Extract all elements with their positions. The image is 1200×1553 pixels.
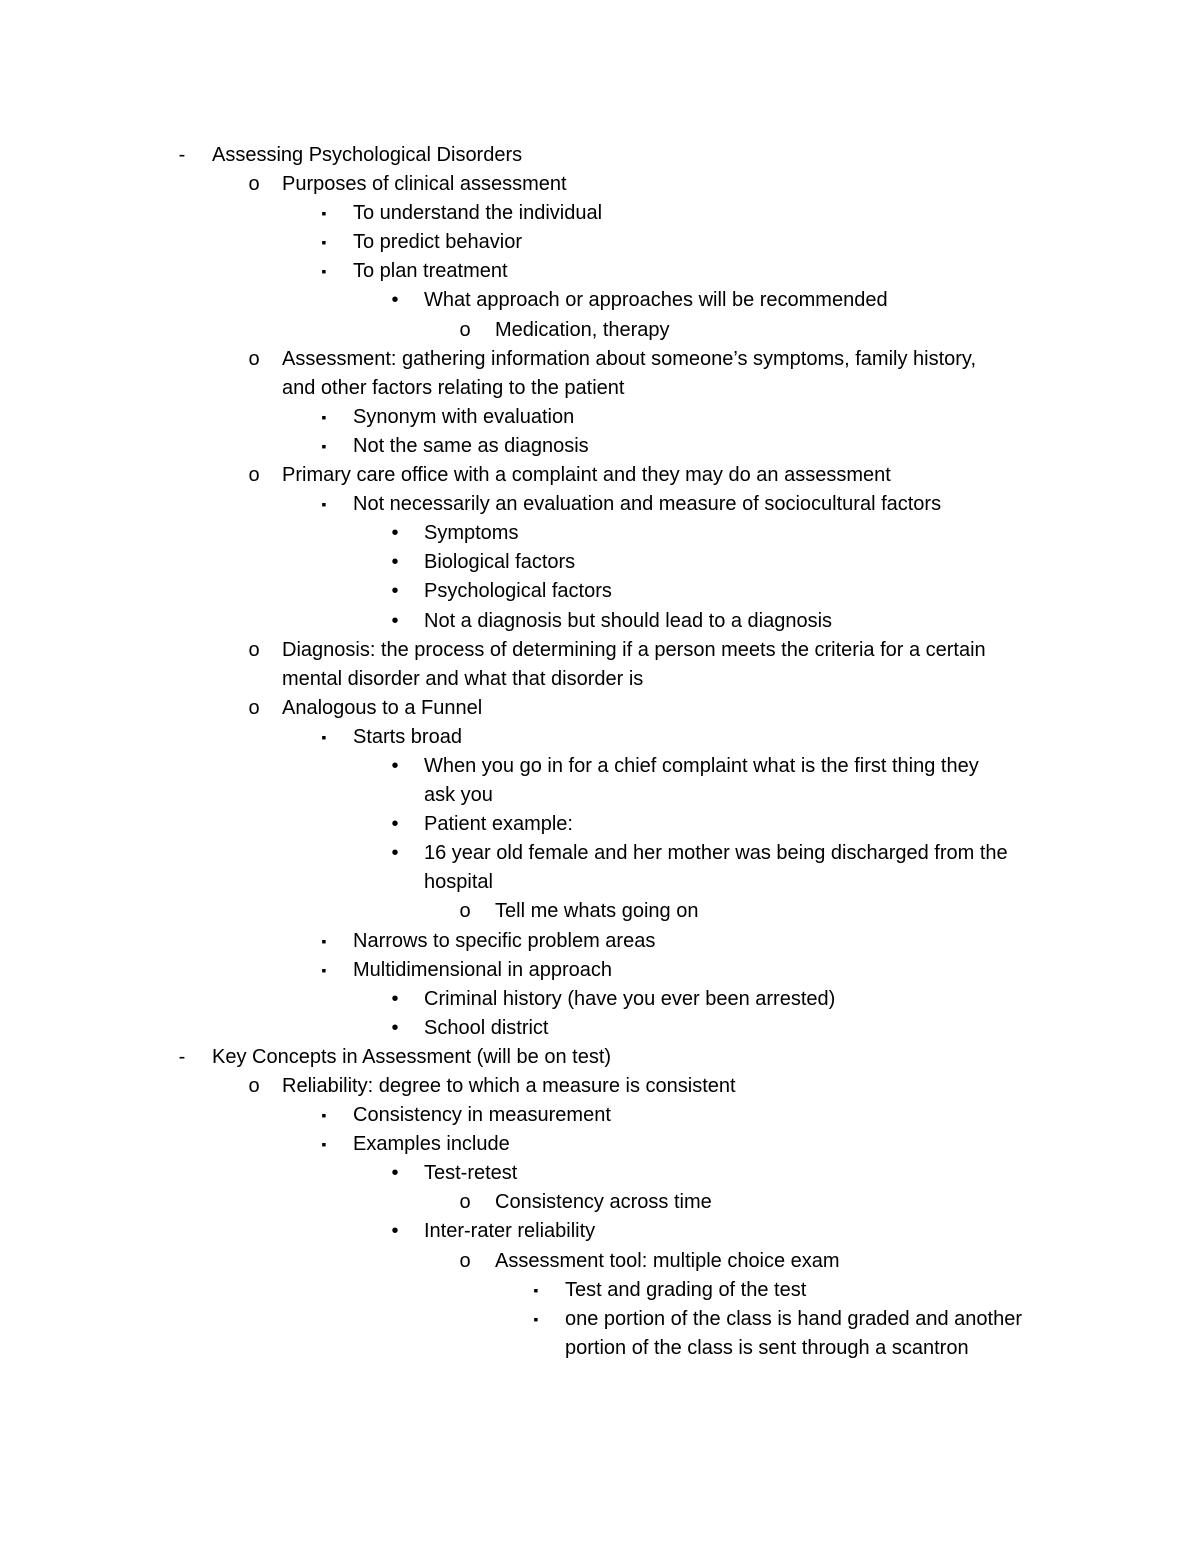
outline-item-level-3 — [0, 810, 1200, 839]
outline-item-level-2 — [0, 1101, 1200, 1130]
outline-item-level-3 — [0, 1159, 1200, 1188]
outline-text: Assessing Psychological Disorders — [212, 144, 523, 166]
bullet-marker: • — [391, 1162, 399, 1185]
bullet-marker: • — [391, 842, 399, 865]
outline-item-level-3 — [0, 1014, 1200, 1043]
bullet-marker: • — [391, 813, 399, 836]
outline-text: mental disorder and what that disorder is — [282, 667, 644, 690]
outline-text: one portion of the class is hand graded and another — [565, 1307, 1022, 1330]
outline-item-level-4 — [0, 316, 1200, 345]
document-page — [0, 141, 1200, 1363]
outline-item-level-2 — [0, 199, 1200, 228]
bullet-marker: ▪ — [321, 728, 327, 745]
outline-text: and other factors relating to the patient — [282, 376, 625, 399]
outline-item-level-3 — [0, 1217, 1200, 1246]
bullet-marker: ▪ — [321, 263, 327, 280]
bullet-marker: ▪ — [321, 205, 327, 222]
bullet-marker: ▪ — [321, 437, 327, 454]
bullet-marker: o — [459, 1191, 471, 1214]
outline-item-level-1 — [0, 1072, 1200, 1101]
outline-item-level-2 — [0, 723, 1200, 752]
bullet-marker: ▪ — [321, 496, 327, 513]
bullet-marker: - — [178, 144, 186, 166]
outline-item-level-5 — [0, 1305, 1200, 1334]
outline-text: hospital — [424, 871, 493, 894]
outline-item-level-3 — [0, 752, 1200, 781]
bullet-marker: ▪ — [321, 932, 327, 949]
bullet-marker: • — [391, 987, 399, 1010]
bullet-marker: • — [391, 551, 399, 574]
outline-text: Key Concepts in Assessment (will be on test) — [212, 1045, 612, 1068]
outline-text: Reliability: degree to which a measure is consistent — [282, 1075, 736, 1097]
bullet-marker: ▪ — [321, 1136, 327, 1153]
bullet-marker: ▪ — [533, 1310, 539, 1327]
outline-item-level-2 — [0, 927, 1200, 956]
bullet-marker: o — [248, 638, 260, 661]
outline-line-continuation — [0, 374, 1200, 403]
bullet-marker: ▪ — [321, 1107, 327, 1124]
outline-item-level-3 — [0, 985, 1200, 1014]
outline-text: Consistency across time — [495, 1191, 712, 1214]
outline-text: Analogous to a Funnel — [282, 696, 483, 719]
outline-text: To predict behavior — [353, 231, 522, 254]
outline-text: Assessment tool: multiple choice exam — [495, 1249, 840, 1272]
outline-item-level-3 — [0, 519, 1200, 548]
bullet-marker: ▪ — [533, 1281, 539, 1298]
outline-text: Psychological factors — [424, 580, 612, 603]
outline-text: To plan treatment — [353, 260, 508, 283]
outline-item-level-4 — [0, 897, 1200, 926]
outline-text: Inter-rater reliability — [424, 1220, 596, 1243]
bullet-marker: o — [248, 464, 260, 487]
bullet-marker: ▪ — [321, 408, 327, 425]
outline-text: Biological factors — [424, 551, 576, 574]
outline-text: Medication, therapy — [495, 318, 670, 341]
outline-item-level-1 — [0, 345, 1200, 374]
outline-item-level-1 — [0, 461, 1200, 490]
outline-item-level-3 — [0, 839, 1200, 868]
bullet-marker: o — [248, 1075, 260, 1097]
outline-text: Symptoms — [424, 522, 519, 545]
outline-line-continuation — [0, 868, 1200, 897]
bullet-marker: ▪ — [321, 961, 327, 978]
bullet-marker: • — [391, 522, 399, 545]
outline-item-level-1 — [0, 170, 1200, 199]
outline-text: Criminal history (have you ever been arrested) — [424, 987, 836, 1010]
outline-item-level-3 — [0, 607, 1200, 636]
bullet-marker: • — [391, 1016, 399, 1039]
bullet-marker: • — [391, 289, 399, 312]
outline-item-level-2 — [0, 403, 1200, 432]
outline-text: Multidimensional in approach — [353, 958, 613, 981]
outline-item-level-4 — [0, 1247, 1200, 1276]
outline-text: What approach or approaches will be recommended — [424, 289, 888, 312]
bullet-marker: • — [391, 580, 399, 603]
outline-text: Primary care office with a complaint and they may do an assessment — [282, 464, 891, 487]
outline-text: Patient example: — [424, 813, 573, 836]
bullet-marker: o — [459, 900, 471, 923]
bullet-marker: - — [178, 1045, 186, 1068]
outline-item-level-2 — [0, 228, 1200, 257]
bullet-marker: • — [391, 609, 399, 632]
bullet-marker: o — [248, 173, 260, 196]
outline-text: Not necessarily an evaluation and measure of sociocultural factors — [353, 493, 942, 516]
outline-line-continuation — [0, 781, 1200, 810]
outline-text: Test-retest — [424, 1162, 518, 1185]
outline-text: Examples include — [353, 1133, 510, 1156]
outline-item-level-2 — [0, 490, 1200, 519]
outline-item-level-4 — [0, 1188, 1200, 1217]
outline-item-level-1 — [0, 694, 1200, 723]
outline-text: Test and grading of the test — [565, 1278, 807, 1301]
outline-text: Tell me whats going on — [495, 900, 699, 923]
bullet-marker: o — [248, 347, 260, 370]
outline-item-level-3 — [0, 286, 1200, 315]
bullet-marker: • — [391, 754, 399, 777]
outline-line-continuation — [0, 1334, 1200, 1363]
outline-text: School district — [424, 1016, 549, 1039]
outline-item-level-1 — [0, 636, 1200, 665]
outline-text: To understand the individual — [353, 202, 603, 225]
outline-item-level-2 — [0, 432, 1200, 461]
outline-line-continuation — [0, 665, 1200, 694]
outline-text: Assessment: gathering information about someone’s symptoms, family history, — [282, 347, 977, 370]
outline-text: ask you — [424, 784, 493, 807]
outline-text: Not the same as diagnosis — [353, 434, 589, 457]
outline-item-level-3 — [0, 548, 1200, 577]
outline-text: Narrows to specific problem areas — [353, 929, 656, 952]
outline-text: Consistency in measurement — [353, 1104, 611, 1127]
bullet-marker: o — [459, 1249, 471, 1272]
bullet-marker: o — [248, 696, 260, 719]
outline-item-level-2 — [0, 1130, 1200, 1159]
outline-text: 16 year old female and her mother was being discharged from the — [424, 842, 1008, 865]
outline-item-level-0 — [0, 1043, 1200, 1072]
outline-text: Diagnosis: the process of determining if a person meets the criteria for a certain — [282, 638, 986, 661]
outline-item-level-2 — [0, 257, 1200, 286]
bullet-marker: o — [459, 318, 471, 341]
bullet-marker: • — [391, 1220, 399, 1243]
outline-item-level-0 — [0, 141, 1200, 170]
outline-text: Purposes of clinical assessment — [282, 173, 567, 196]
outline-item-level-5 — [0, 1276, 1200, 1305]
outline-text: When you go in for a chief complaint what is the first thing they — [424, 754, 979, 777]
bullet-marker: ▪ — [321, 234, 327, 251]
outline-text: Not a diagnosis but should lead to a diagnosis — [424, 609, 833, 632]
outline-text: Starts broad — [353, 725, 462, 748]
outline-item-level-3 — [0, 577, 1200, 606]
outline-text: portion of the class is sent through a scantron — [565, 1336, 969, 1359]
outline-text: Synonym with evaluation — [353, 405, 575, 428]
outline-item-level-2 — [0, 956, 1200, 985]
